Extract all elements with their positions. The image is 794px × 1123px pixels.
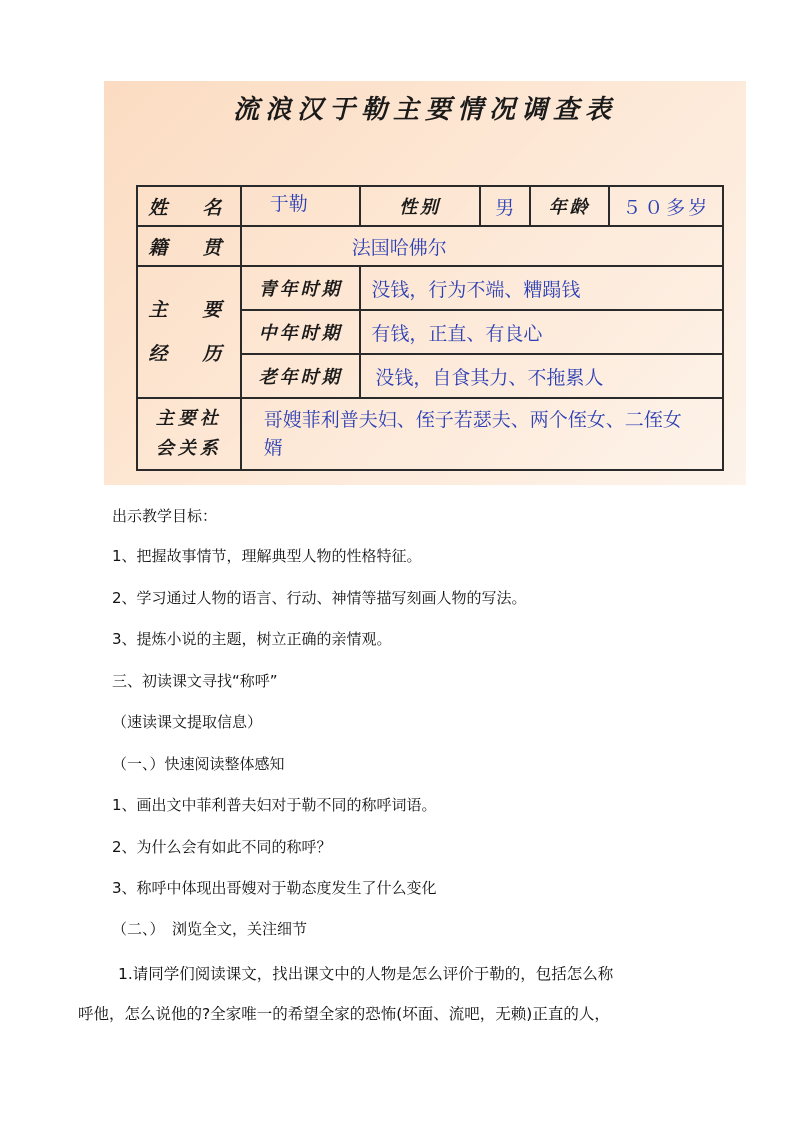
- question-2: 2、为什么会有如此不同的称呼？: [112, 838, 332, 856]
- native-label: 籍 贯: [137, 226, 241, 266]
- middle-age-period-value: 有钱，正直、有良心: [360, 310, 723, 354]
- age-value: ５０多岁: [609, 186, 723, 226]
- name-label: 姓 名: [137, 186, 241, 226]
- question-1: 1、画出文中菲利普夫妇对于勒不同的称呼词语。: [112, 796, 437, 814]
- paragraph-1-line-2: 呼他，怎么说他的?全家唯一的希望全家的恐怖(坏面、流吧，无赖)正直的人，: [78, 1005, 610, 1023]
- experience-label-line-2: 经 历: [148, 343, 230, 365]
- question-3: 3、称呼中体现出哥嫂对于勒态度发生了什么变化: [112, 879, 437, 897]
- objective-3: 3、提炼小说的主题，树立正确的亲情观。: [112, 630, 392, 648]
- experience-label-line-1: 主 要: [148, 299, 230, 321]
- relations-label: [137, 398, 241, 470]
- native-value: 法国哈佛尔: [241, 226, 723, 266]
- objectives-heading: 出示教学目标：: [112, 507, 218, 525]
- subsection-2-heading: （二、） 浏览全文，关注细节: [112, 920, 308, 938]
- experience-label: [137, 266, 241, 398]
- survey-table-slide: [104, 81, 746, 485]
- youth-period-label: 青年时期: [241, 266, 361, 310]
- table-title: 流浪汉于勒主要情况调查表: [232, 95, 617, 125]
- relations-label-line-2: 会关系: [155, 438, 222, 459]
- objective-2: 2、学习通过人物的语言、行动、神情等描写刻画人物的写法。: [112, 589, 527, 607]
- age-label: 年龄: [530, 186, 610, 226]
- survey-table: [136, 185, 724, 471]
- gender-label: 性别: [360, 186, 479, 226]
- section-3-heading: 三、初读课文寻找“称呼”: [112, 672, 278, 690]
- relations-label-line-1: 主要社: [155, 408, 222, 429]
- relations-value: 哥嫂菲利普夫妇、侄子若瑟夫、两个侄女、二侄女婿: [241, 398, 723, 470]
- gender-value: 男: [480, 186, 530, 226]
- subsection-1-heading: （一、）快速阅读整体感知: [112, 755, 285, 773]
- objective-1: 1、把握故事情节，理解典型人物的性格特征。: [112, 547, 422, 565]
- section-3-note: （速读课文提取信息）: [112, 713, 263, 731]
- name-value: 于勒: [241, 186, 361, 226]
- middle-age-period-label: 中年时期: [241, 310, 361, 354]
- old-age-period-label: 老年时期: [241, 354, 361, 398]
- paragraph-1-line-1: 1.请同学们阅读课文，找出课文中的人物是怎么评价于勒的，包括怎么称: [118, 965, 614, 983]
- youth-period-value: 没钱，行为不端、糟蹋钱: [360, 266, 723, 310]
- old-age-period-value: 没钱，自食其力、不拖累人: [360, 354, 723, 398]
